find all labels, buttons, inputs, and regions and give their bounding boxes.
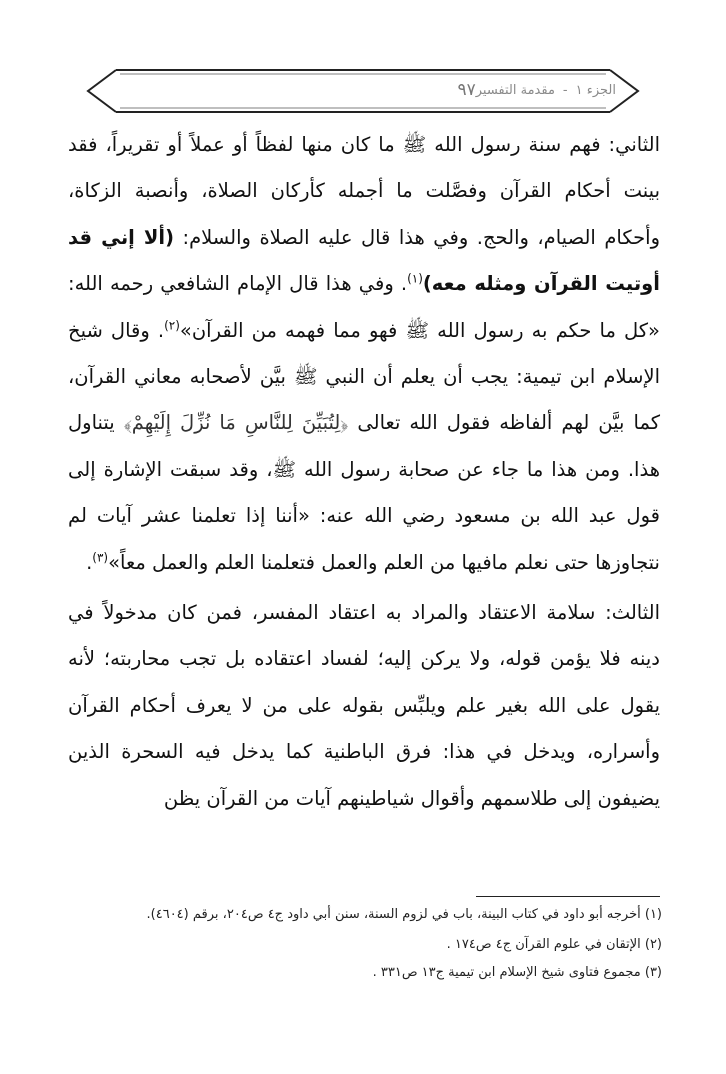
header-part: الجزء ١ (575, 82, 616, 98)
footnotes (76, 902, 662, 985)
paragraph-third-condition: الثالث: سلامة الاعتقاد والمراد به اعتقاد المفسر، فمن كان مدخولاً في دينه فلا يؤمن قوله، ولا يركن إليه؛ لفساد اعتقاده بل تجب محاربته؛ لأنه يقول على الله بغير علم ويلبِّس بقوله على من لا يعرف أحكام القرآن وأسراره، ويدخل في هذا: فرق الباطنية كما يدخل فيه السحرة الذين يضيفون إلى طلاسمهم وأقوال شياطينهم آيات من القرآن يظن (68, 601, 660, 810)
footnote-ref-2: (٢) (164, 318, 180, 333)
footnote-3: (٣) مجموع فتاوى شيخ الإسلام ابن تيمية ج١٣ ص٣٣١ . (372, 965, 662, 980)
paragraph-second-condition (68, 122, 660, 586)
header-separator: - (562, 82, 568, 98)
p1-period: . (86, 550, 93, 574)
footnote-ref-1: (١) (407, 271, 423, 286)
footnote-2: (٢) الإتقان في علوم القرآن ج٤ ص١٧٤ . (446, 937, 662, 952)
page-number: ٩٧ (457, 80, 476, 100)
footnote-1: (١) أخرجه أبو داود في كتاب البينة، باب في لزوم السنة، سنن أبي داود ج٤ ص٢٠٤، برقم (٤٦٠٤). (146, 907, 662, 922)
main-text (68, 122, 660, 822)
p1-intro: الثاني: فهم سنة رسول الله ﷺ ما كان منها لفظاً أو عملاً أو تقريراً، فقد بينت أحكام القرآن وفصَّلت ما أجمله كأركان الصلاة، وأنصبة الزكاة، وأحكام الصيام، والحج. وفي هذا قال عليه الصلاة والسلام: (68, 133, 660, 249)
page-header (80, 64, 646, 118)
header-book-title: مقدمة التفسير (475, 82, 555, 98)
p1-mid: . وفي هذا قال الإمام الشافعي رحمه الله: «كل ما حكم به رسول الله ﷺ فهو مما فهمه من القرآن» (68, 272, 660, 342)
quran-verse: ﴿لِتُبَيِّنَ لِلنَّاسِ مَا نُزِّلَ إِلَيْهِمْ﴾ (123, 411, 349, 435)
header-row (120, 78, 616, 102)
footnote-ref-3: (٣) (92, 550, 109, 565)
p1-mid2: . وقال شيخ الإسلام ابن تيمية: يجب أن يعلم أن النبي ﷺ بيَّن لأصحابه معاني القرآن، كما بيَّن لهم ألفاظه فقول الله تعالى (68, 318, 661, 435)
hadith-quote: (ألا إني قد أوتيت القرآن ومثله معه) (68, 225, 660, 296)
footnote-divider (476, 896, 660, 897)
p1-end: يتناول هذا. ومن هذا ما جاء عن صحابة رسول الله ﷺ، وقد سبقت الإشارة إلى قول عبد الله بن مسعود رضي الله عنه: «أننا إذا تعلمنا عشر آيات لم نتجاوزها حتى نعلم مافيها من العلم والعمل فتعلمنا العلم والعمل معاً» (68, 411, 660, 574)
